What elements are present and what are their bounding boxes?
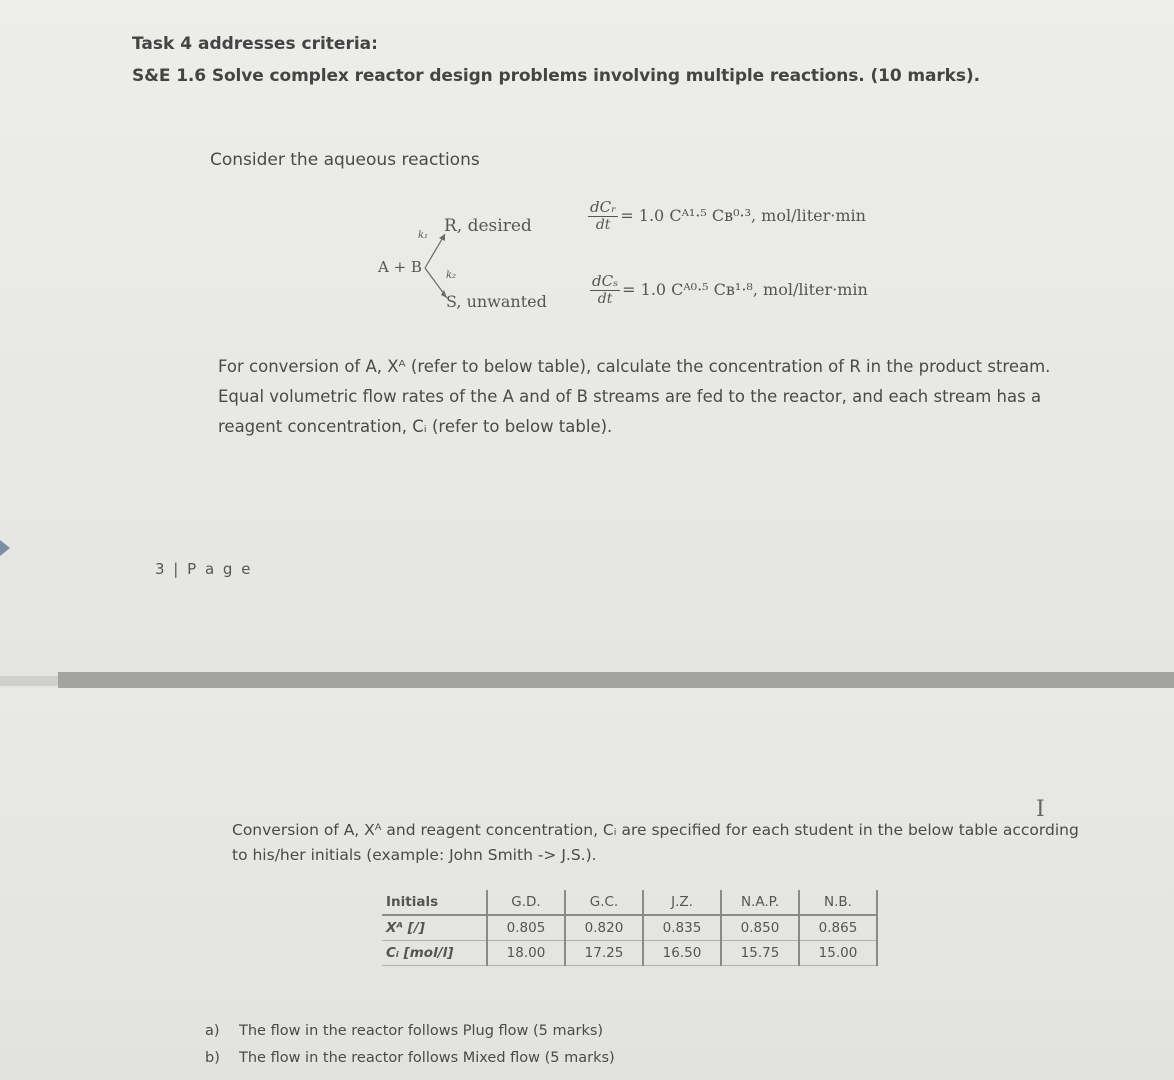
product-r-label: R, desired — [444, 216, 532, 236]
table-row — [382, 941, 877, 966]
table-cell: G.C. — [565, 890, 643, 915]
table-cell: Initials — [382, 890, 487, 915]
table-cell: 18.00 — [487, 941, 565, 966]
page-footer: 3 | P a g e — [155, 560, 253, 578]
question-text: The flow in the reactor follows Plug flow (5 marks) — [239, 1023, 604, 1039]
rate-equation-s — [590, 272, 868, 307]
problem-paragraph: For conversion of A, Xᴬ (refer to below table), calculate the concentration of R in the product stream. Equal volumetric flow rates of the A and of B streams are fed to the reactor, and each stream has a reagent concentration, Cᵢ (refer to below table). — [218, 357, 1051, 436]
question-label: b) — [205, 1050, 220, 1066]
table-cell: 0.835 — [643, 915, 721, 941]
rate-s-denominator: dt — [597, 291, 613, 307]
question-list — [205, 1018, 615, 1072]
table-cell: N.B. — [799, 890, 877, 915]
table-cell: Cᵢ [mol/l] — [382, 941, 487, 966]
table-cell: 0.820 — [565, 915, 643, 941]
student-spec-table — [382, 890, 878, 966]
question-label: a) — [205, 1023, 220, 1039]
rate-r-numerator: dCᵣ — [590, 198, 617, 216]
rate-s-body: = 1.0 Cᴬ⁰·⁵ Cʙ¹·⁸, mol/liter·min — [622, 280, 868, 299]
intro-text: Consider the aqueous reactions — [210, 150, 480, 170]
table-cell: 15.75 — [721, 941, 799, 966]
rate-s-numerator: dCₛ — [592, 272, 619, 290]
table-note: Conversion of A, Xᴬ and reagent concentration, Cᵢ are specified for each student in the below table according to his/her initials (example: John Smith -> J.S.). — [232, 821, 1079, 864]
page-separator — [58, 672, 1174, 688]
question-text: The flow in the reactor follows Mixed flow (5 marks) — [239, 1050, 615, 1066]
list-item — [205, 1045, 615, 1072]
rate-r-body: = 1.0 Cᴬ¹·⁵ Cʙ⁰·³, mol/liter·min — [620, 206, 866, 225]
side-arrow-icon[interactable] — [0, 540, 10, 556]
table-cell: G.D. — [487, 890, 565, 915]
table-header-row — [382, 890, 877, 915]
table-cell: 0.865 — [799, 915, 877, 941]
table-row — [382, 915, 877, 941]
table-cell: 0.850 — [721, 915, 799, 941]
product-s-label: S, unwanted — [446, 292, 547, 311]
table-cell: 15.00 — [799, 941, 877, 966]
k1-label: k₁ — [418, 230, 429, 241]
reactants-label: A + B — [378, 258, 422, 276]
page-gap-shadow — [0, 676, 58, 686]
list-item — [205, 1018, 615, 1045]
k2-label: k₂ — [446, 270, 457, 281]
table-cell: 16.50 — [643, 941, 721, 966]
rate-equation-r — [588, 198, 866, 233]
rate-r-denominator: dt — [595, 217, 611, 233]
table-cell: Xᴬ [/] — [382, 915, 487, 941]
task-heading: Task 4 addresses criteria: — [132, 34, 378, 54]
table-cell: 17.25 — [565, 941, 643, 966]
table-cell: J.Z. — [643, 890, 721, 915]
table-cell: N.A.P. — [721, 890, 799, 915]
table-cell: 0.805 — [487, 915, 565, 941]
criteria-heading: S&E 1.6 Solve complex reactor design problems involving multiple reactions. (10 marks). — [132, 66, 980, 86]
text-cursor-icon: I — [1036, 797, 1045, 822]
